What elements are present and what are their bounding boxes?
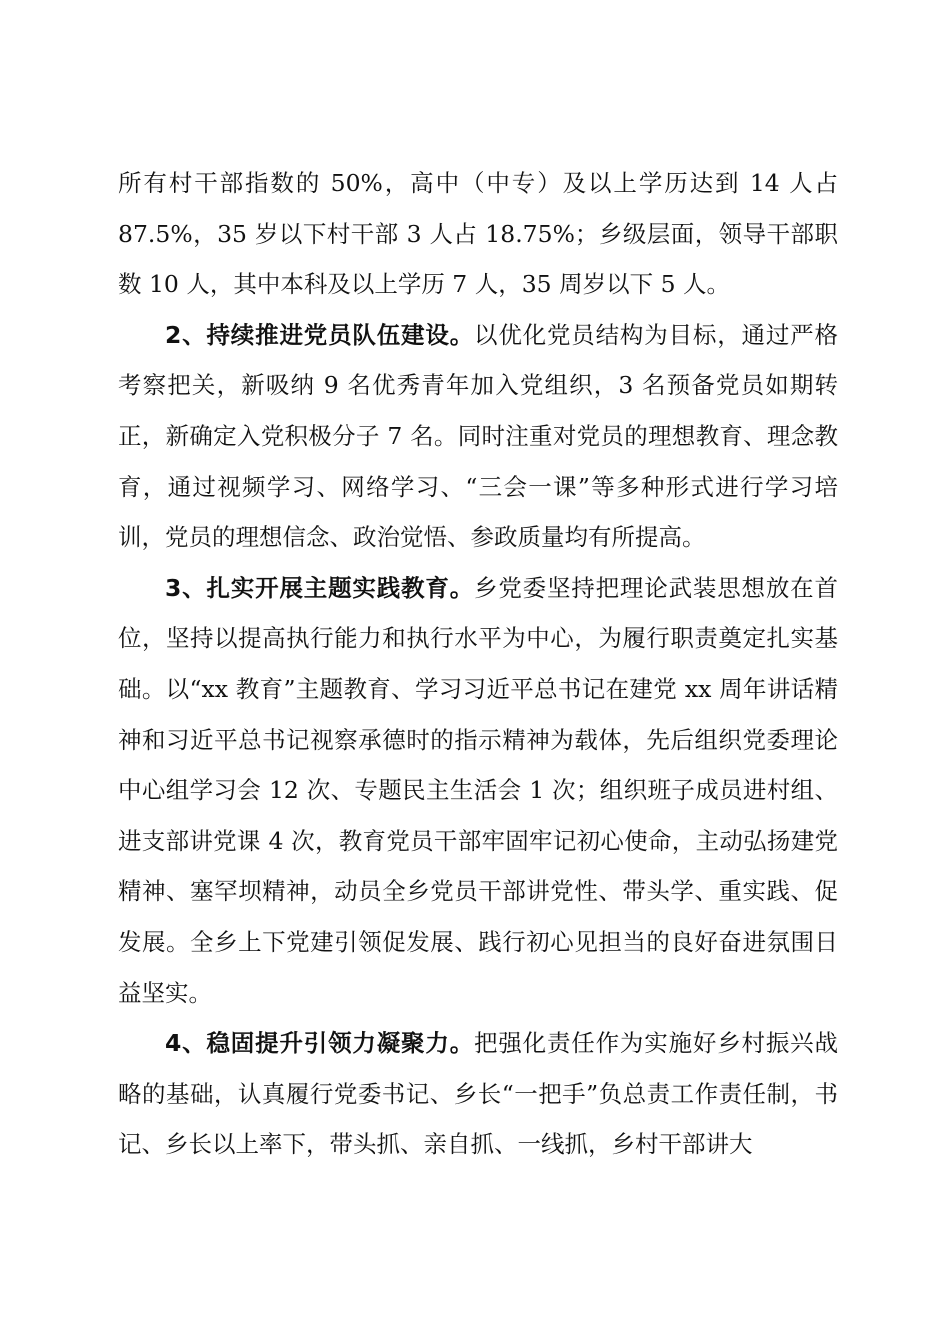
paragraph-3-text: 乡党委坚持把理论武装思想放在首位，坚持以提高执行能力和执行水平为中心，为履行职责奠定扎实基础。以“xx 教育”主题教育、学习习近平总书记在建党 xx 周年讲话精神和习近平总书记视察承德时的指示精神为载体，先后组织党委理论中心组学习会 12 次、专题民主生活会 1 次；组织班子成员进村组、进支部讲党课 4 次，教育党员干部牢固牢记初心使命，主动弘扬建党精神、塞罕坝精神，动员全乡党员干部讲党性、带头学、重实践、促发展。全乡上下党建引领促发展、践行初心见担当的良好奋进氛围日益坚实。: [118, 573, 838, 1007]
section-heading-3: 3、扎实开展主题实践教育。: [165, 573, 475, 602]
paragraph-4: [118, 1018, 838, 1170]
paragraph-2-text: 以优化党员结构为目标，通过严格考察把关，新吸纳 9 名优秀青年加入党组织，3 名预备党员如期转正，新确定入党积极分子 7 名。同时注重对党员的理想教育、理念教育，通过视频学习、网络学习、“三会一课”等多种形式进行学习培训，党员的理想信念、政治觉悟、参政质量均有所提高。: [118, 320, 838, 552]
section-heading-2: 2、持续推进党员队伍建设。: [165, 320, 475, 349]
paragraph-1-text: 所有村干部指数的 50%，高中（中专）及以上学历达到 14 人占 87.5%，35 岁以下村干部 3 人占 18.75%；乡级层面，领导干部职数 10 人，其中本科及以上学历 7 人，35 周岁以下 5 人。: [118, 169, 838, 299]
paragraph-1: [118, 158, 838, 310]
paragraph-2: [118, 310, 838, 563]
document-body: [118, 158, 838, 1170]
section-heading-4: 4、稳固提升引领力凝聚力。: [165, 1029, 475, 1058]
paragraph-4-text: 把强化责任作为实施好乡村振兴战略的基础，认真履行党委书记、乡长“一把手”负总责工作责任制，书记、乡长以上率下，带头抓、亲自抓、一线抓，乡村干部讲大: [118, 1029, 838, 1159]
paragraph-3: [118, 563, 838, 1018]
